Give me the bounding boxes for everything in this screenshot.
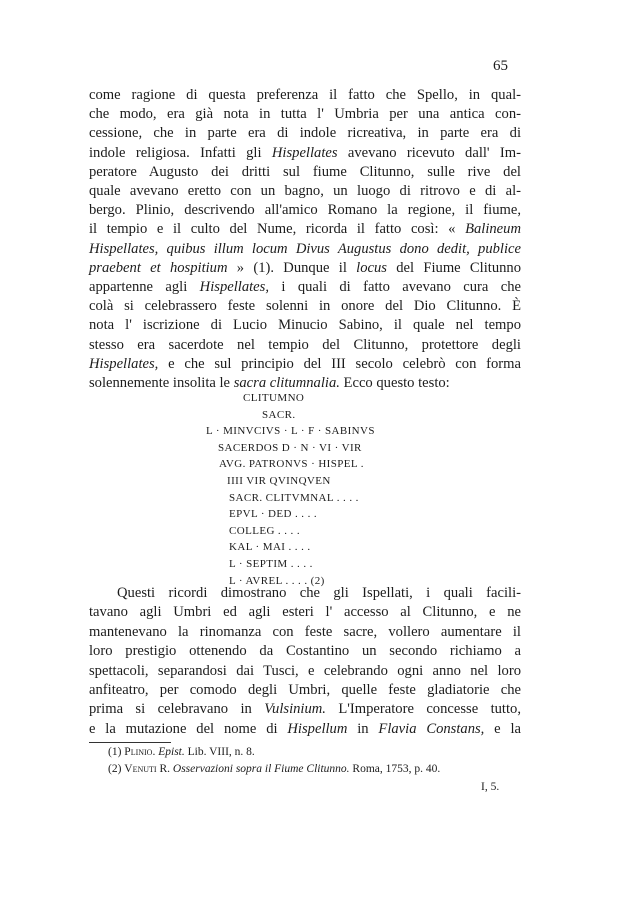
footnote-number: (2) [108, 763, 125, 775]
text-run: peratore Augusto dei dritti sul fiume Clitunno, sulle rive del [89, 163, 521, 180]
body-line [89, 623, 521, 642]
italic-run: Vulsinium. [264, 701, 326, 718]
text-run: Ecco questo testo: [339, 375, 450, 391]
body-line [89, 374, 521, 393]
italic-run: Hispellates, quibus illum locum Divus Augustus dono dedit, publice [89, 240, 521, 257]
italic-run: praebent et hospitium [89, 259, 228, 276]
body-line [89, 201, 521, 220]
text-run: colà si celebrassero feste solenni in onore del Dio Clitunno. È [89, 298, 521, 315]
text-run: L'Imperatore concesse tutto, [325, 701, 521, 718]
body-line [89, 182, 521, 201]
text-run: nota l' iscrizione di Lucio Minucio Sabino, il quale nel tempo [89, 317, 521, 334]
text-run: avevano ricevuto dall' Im- [337, 144, 521, 161]
text-run: del Fiume Clitunno [386, 259, 522, 276]
body-line [89, 278, 521, 297]
book-page: 65 come ragione di questa preferenza il fatto che Spello, in qual- che modo, era già nota in tutta l' Umbria per una antica con- cessione, che in parte era di indole ricreativa, in parte era di indole religiosa. Infatti gli Hispellates avevano ricevuto dall' Im- peratore Augusto dei dritti sul fiume Clitunno, sulle rive del quale avevano eretto con un bagno, un luogo di ritrovo e di al- bergo. Plinio, descrivendo all'amico Romano la regione, il fiume, il tempio e il culto del Nume, ricorda il fatto così: « Balineum Hispellates, quibus illum locum Divus Augustus dono dedit, publice praebent et hospitium » (1). Dunque il locus del Fiume Clitunno appartenne agli Hispellates, i quali di fatto avevano cura che colà si celebrassero feste solenni in onore del Dio Clitunno. È nota l' iscrizione di Lucio Minucio Sabino, il quale nel tempo stesso era sacerdote nel tempio del Clitunno, protettore degli Hispellates, e che sul principio del III secolo celebrò con forma solennemente insolita le sacra clitumnalia. Ecco questo testo: CLITUMNO SACR. L · MINVCIVS · L · F · SABINVS SACERDOS D · N · VI · VIR AVG. PATRONVS · HISPEL . IIII VIR QVINQVEN SACR. CLITVMNAL . . . . EPVL · DED . . . . COLLEG . . . . KAL · MAI . . . . L · SEPTIM . . . . L · AVREL . . . . (2) Questi ricordi dimostrano che gli Ispellati, i quali facili- tavano agli Umbri ed agli esteri l' accesso al Clitunno, e ne mantenevano la rinomanza con feste sacre, vollero aumentare il loro prestigio ottenendo da Costantino un secondo richiamo a spettacoli, separandosi dai Tusci, e celebrando ogni anno nel loro anfiteatro, per comodo degli Umbri, quelle feste gladiatorie che prima si celebravano in Vulsinium. L'Imperatore concesse tutto, e la mutazione del nome di Hispellum in Flavia Constans, e la (1) Plinio. Epist. Lib. VIII, n. 8. (2) Venuti R. Osservazioni sopra il Fiume Clitunno. Roma, 1753, p. 40. I, 5. [89, 58, 522, 793]
body-line [89, 163, 521, 182]
footnote-rest: Lib. VIII, n. 8. [184, 746, 255, 758]
body-line [89, 144, 521, 163]
body-line [89, 105, 521, 124]
text-run: come ragione di questa preferenza il fatto che Spello, in qual- [89, 87, 521, 103]
body-line [89, 240, 521, 259]
italic-run: locus [356, 259, 387, 276]
text-run: che modo, era già nota in tutta l' Umbria per una antica con- [89, 106, 521, 123]
italic-run: Balineum [465, 221, 521, 238]
footnote-title: Epist. [158, 746, 185, 758]
text-run: stesso era sacerdote nel tempio del Clitunno, protettore degli [89, 336, 521, 353]
text-run: in [347, 720, 379, 737]
text-run: i quali di fatto avevano cura che [269, 279, 521, 295]
text-run: solennemente insolita le [89, 375, 234, 391]
text-run: » (1). Dunque il [227, 259, 357, 276]
text-run: mantenevano la rinomanza con feste sacre, vollero aumentare il [89, 623, 521, 640]
body-line [89, 124, 521, 143]
body-line [89, 603, 521, 622]
body-line [89, 316, 521, 335]
text-run: prima si celebravano in [89, 701, 265, 718]
text-run: Questi ricordi dimostrano che gli Ispellati, i quali facili- [117, 585, 521, 601]
footnote-title: Osservazioni sopra il Fiume Clitunno. [172, 763, 350, 775]
italic-run: Hispellum [287, 720, 348, 737]
body-line [89, 336, 521, 355]
footnote-author: Venuti R. [124, 763, 173, 775]
italic-run: Flavia Constans, [378, 720, 485, 737]
text-run: e che sul principio del III secolo celebrò con forma [158, 355, 521, 372]
body-line [89, 642, 521, 661]
footnote-rule [89, 742, 171, 743]
text-run: bergo. Plinio, descrivendo all'amico Romano la regione, il fiume, [89, 202, 521, 219]
text-run: spettacoli, separandosi dai Tusci, e celebrando ogni anno nel loro [89, 662, 521, 679]
signature-mark: I, 5. [481, 781, 500, 793]
italic-run: Hispellates, [199, 279, 269, 295]
body-line [89, 259, 521, 278]
body-line [89, 700, 521, 719]
footnote [108, 745, 255, 759]
text-run: e la [484, 720, 521, 737]
body-line [89, 662, 521, 681]
footnote-author: Plinio. [124, 746, 159, 758]
page-number: 65 [493, 58, 508, 74]
footnote [108, 762, 440, 776]
text-run: loro prestigio ottenendo da Costantino un secondo richiamo a [89, 643, 521, 660]
text-run: tavano agli Umbri ed agli esteri l' accesso al Clitunno, e ne [89, 604, 521, 621]
text-run: il tempio e il culto del Nume, ricorda il fatto così: « [89, 221, 466, 238]
italic-run: sacra clitumnalia. [233, 375, 340, 391]
text-run: e la mutazione del nome di [89, 720, 288, 737]
footnote-number: (1) [108, 746, 125, 758]
text-run: cessione, che in parte era di indole ricreativa, in parte era di [89, 125, 521, 142]
body-line [89, 355, 521, 374]
body-line [89, 297, 521, 316]
body-line [89, 720, 521, 739]
body-line [89, 86, 521, 105]
body-line [89, 220, 521, 239]
body-line [89, 681, 521, 700]
text-run: appartenne agli [89, 279, 200, 295]
text-run: quale avevano eretto con un bagno, un luogo di ritrovo e di al- [89, 183, 521, 199]
italic-run: Hispellates, [89, 355, 159, 372]
body-line [117, 584, 521, 603]
text-run: indole religiosa. Infatti gli [89, 144, 272, 161]
text-run: anfiteatro, per comodo degli Umbri, quelle feste gladiatorie che [89, 682, 521, 698]
italic-run: Hispellates [271, 144, 338, 161]
footnote-rest: Roma, 1753, p. 40. [349, 763, 441, 775]
